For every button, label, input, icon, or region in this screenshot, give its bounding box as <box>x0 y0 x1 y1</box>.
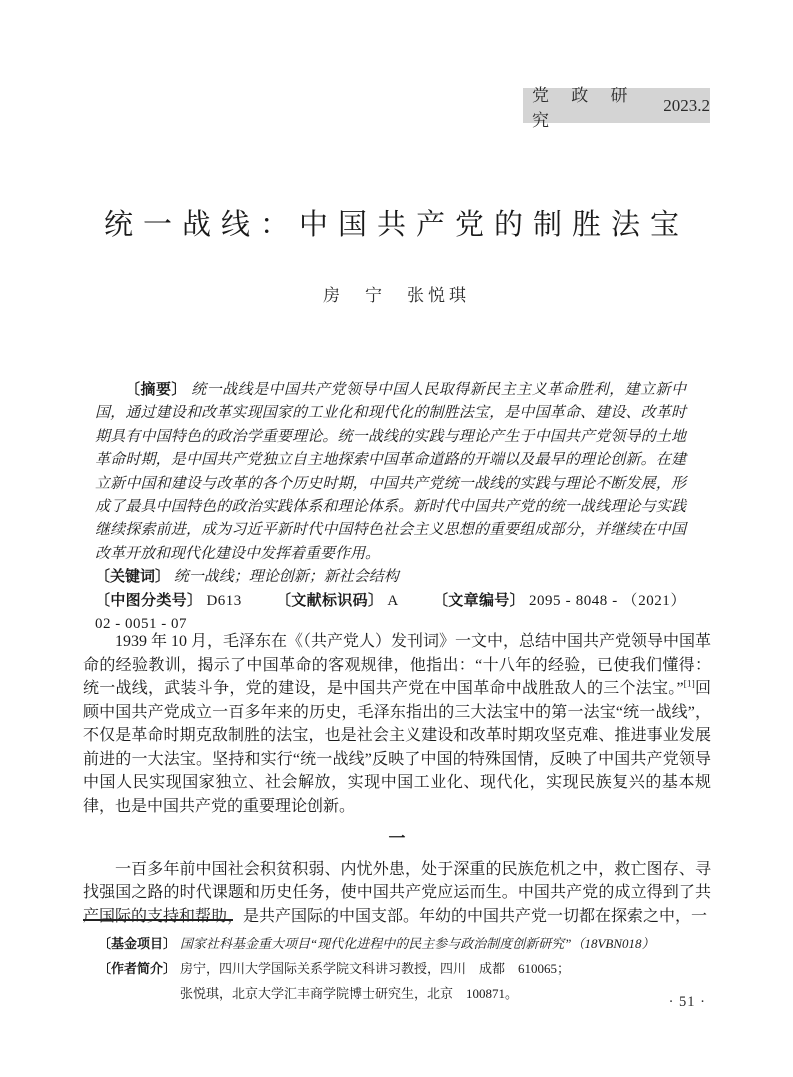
article-no-value: 2095 - 8048 - （2021）02 - 0051 - 07 <box>95 592 687 633</box>
author-bio-label: 〔作者简介〕 <box>98 961 177 976</box>
journal-header-badge <box>523 85 710 130</box>
abstract-paragraph <box>95 379 686 566</box>
fund-project-label: 〔基金项目〕 <box>98 936 177 951</box>
journal-name: 党 政 研 究 <box>532 85 637 130</box>
footnotes-block <box>98 931 710 1006</box>
fund-project-row <box>98 931 710 956</box>
article-authors: 房 宁 张悦琪 <box>323 286 470 305</box>
article-body <box>83 630 711 928</box>
abstract-text: 统一战线是中国共产党领导中国人民取得新民主主义革命胜利，建立新中国，通过建设和改革实现国家的工业化和现代化的制胜法宝，是中国革命、建设、改革时期具有中国特色的政治学重要理论。统一战线的实践与理论产生于中国共产党领导的土地革命时期，是中国共产党独立自主地探索中国革命道路的开端以及最早的理论创新。在建立新中国和建设与改革的各个历史时期，中国共产党统一战线的实践与理论不断发展，形成了最具中国特色的政治实践体系和理论体系。新时代中国共产党的统一战线理论与实践继续探索前进，成为习近平新时代中国特色社会主义思想的重要组成部分，并继续在中国改革开放和现代化建设中发挥着重要作用。 <box>95 382 686 562</box>
abstract-label: 〔摘要〕 <box>125 382 187 398</box>
abstract-block <box>95 379 686 636</box>
keywords-label: 〔关键词〕 <box>95 569 171 586</box>
para1-text-pre: 1939 年 10 月，毛泽东在《（共产党人）发刊词》一文中，总结中国共产党领导中国革命的经验教训，揭示了中国革命的客观规律，他指出：“十八年的经验，已使我们懂得：统一战线，武装斗争，党的建设，是中国共产党在中国革命中战胜敌人的三个法宝。” <box>83 633 712 697</box>
author-bio-line2: 张悦琪，北京大学汇丰商学院博士研究生，北京 100871。 <box>180 986 519 1001</box>
page-number: · 51 · <box>668 994 706 1010</box>
article-title: 统一战线：中国共产党的制胜法宝 <box>103 209 689 241</box>
keywords-text: 统一战线；理论创新；新社会结构 <box>173 569 399 586</box>
citation-ref-1: [1] <box>683 679 695 690</box>
author-bio-line1: 房宁，四川大学国际关系学院文科讲习教授，四川 成都 610065； <box>180 961 571 976</box>
footnote-divider <box>83 919 233 921</box>
section-number: 一 <box>388 829 406 848</box>
author-bio-row <box>98 956 710 981</box>
doc-code-value: A <box>387 592 399 609</box>
article-no-label: 〔文章编号〕 <box>432 592 525 609</box>
doc-code-label: 〔文献标识码〕 <box>275 592 384 609</box>
clc-label: 〔中图分类号〕 <box>95 592 203 609</box>
keywords-line <box>95 566 686 589</box>
journal-issue: 2023.2 <box>663 95 710 115</box>
body-paragraph-2: 一百多年前中国社会积贫积弱、内忧外患，处于深重的民族危机之中，救亡图存、寻找强国之路的时代课题和历史任务，使中国共产党应运而生。中国共产党的成立得到了共产国际的支持和帮助，是共产国际的中国支部。年幼的中国共产党一切都在探索之中，一 <box>83 860 711 925</box>
body-paragraph-1 <box>83 630 711 818</box>
fund-project-text: 国家社科基金重大项目“现代化进程中的民主参与政治制度创新研究”（18VBN018） <box>180 936 655 951</box>
para1-text-post: 回顾中国共产党成立一百多年来的历史，毛泽东指出的三大法宝中的第一法宝“统一战线”，不仅是革命时期克敌制胜的法宝，也是社会主义建设和改革时期攻坚克难、推进事业发展前进的一大法宝。坚持和实行“统一战线”反映了中国的特殊国情，反映了中国共产党领导中国人民实现国家独立、社会解放，实现中国工业化、现代化，实现民族复兴的基本规律，也是中国共产党的重要理论创新。 <box>83 680 711 815</box>
clc-value: D613 <box>206 592 242 609</box>
